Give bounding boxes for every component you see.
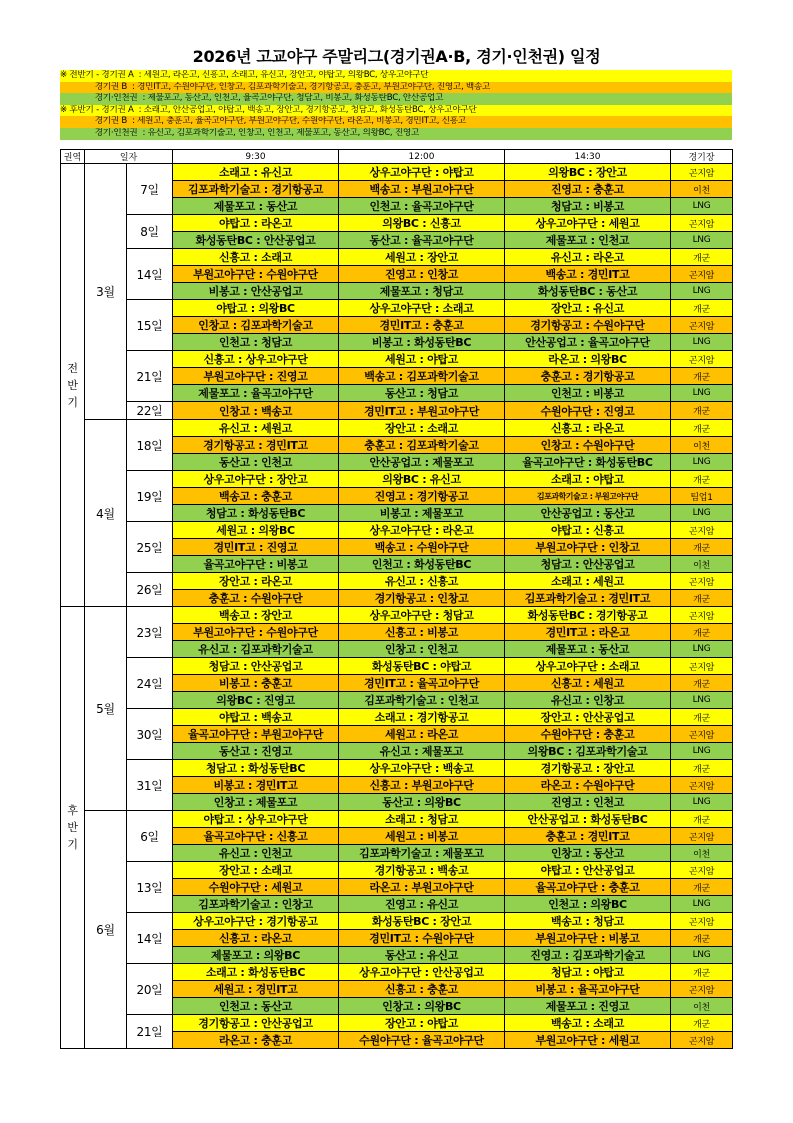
- matchup-cell: 유신고 : 김포과학기술고: [173, 641, 339, 658]
- matchup-cell: 안산공업고 : 제물포고: [339, 454, 505, 471]
- day-label: 14일: [127, 913, 173, 964]
- venue-cell: 이천: [671, 845, 733, 862]
- day-label: 31일: [127, 760, 173, 811]
- venue-cell: LNG: [671, 505, 733, 522]
- venue-cell: 개군: [671, 368, 733, 385]
- matchup-cell: 경기항공고 : 인창고: [339, 590, 505, 607]
- matchup-cell: 유신고 : 제물포고: [339, 743, 505, 760]
- matchup-cell: 상우고야구단 : 소래고: [505, 658, 671, 675]
- day-label: 30일: [127, 709, 173, 760]
- matchup-cell: 수원야구단 : 세원고: [173, 879, 339, 896]
- venue-cell: 곤지암: [671, 777, 733, 794]
- matchup-cell: 율곡고야구단 : 충훈고: [505, 879, 671, 896]
- header-row: [61, 150, 733, 164]
- matchup-cell: 야탑고 : 라온고: [173, 215, 339, 232]
- matchup-cell: 진영고 : 인천고: [505, 794, 671, 811]
- venue-cell: 개군: [671, 539, 733, 556]
- venue-cell: 개군: [671, 300, 733, 317]
- matchup-cell: 김포과학기술고 : 인천고: [339, 692, 505, 709]
- game-row: [61, 402, 733, 420]
- venue-cell: 개군: [671, 249, 733, 266]
- matchup-cell: 부원고야구단 : 수원야구단: [173, 266, 339, 283]
- matchup-cell: 야탑고 : 상우고야구단: [173, 811, 339, 828]
- matchup-cell: 화성동탄BC : 장안고: [339, 913, 505, 930]
- venue-cell: 곤지암: [671, 828, 733, 845]
- matchup-cell: 청담고 : 화성동탄BC: [173, 505, 339, 522]
- matchup-cell: 유신고 : 인창고: [505, 692, 671, 709]
- day-label: 21일: [127, 1015, 173, 1049]
- matchup-cell: 야탑고 : 백송고: [173, 709, 339, 726]
- matchup-cell: 상우고야구단 : 라온고: [339, 522, 505, 539]
- matchup-cell: 화성동탄BC : 동산고: [505, 283, 671, 300]
- game-row: [61, 351, 733, 368]
- matchup-cell: 경기항공고 : 장안고: [505, 760, 671, 777]
- matchup-cell: 신흥고 : 부원고야구단: [339, 777, 505, 794]
- matchup-cell: 소래고 : 유신고: [173, 164, 339, 181]
- half-label-char: 기: [67, 838, 78, 851]
- matchup-cell: 인창고 : 백송고: [173, 402, 339, 420]
- game-row: [61, 709, 733, 726]
- day-label: 24일: [127, 658, 173, 709]
- matchup-cell: 동산고 : 유신고: [339, 947, 505, 964]
- matchup-cell: 인창고 : 인천고: [339, 641, 505, 658]
- month-label: 3월: [85, 164, 127, 420]
- header-time-1: 9:30: [173, 150, 339, 164]
- matchup-cell: 동산고 : 인천고: [173, 454, 339, 471]
- matchup-cell: 인창고 : 동산고: [505, 845, 671, 862]
- matchup-cell: 수원야구단 : 율곡고야구단: [339, 1032, 505, 1049]
- venue-cell: 개군: [671, 402, 733, 420]
- day-label: 23일: [127, 607, 173, 658]
- matchup-cell: 비봉고 : 충훈고: [173, 675, 339, 692]
- matchup-cell: 라온고 : 의왕BC: [505, 351, 671, 368]
- matchup-cell: 김포과학기술고 : 부원고야구단: [505, 488, 671, 505]
- game-row: [61, 964, 733, 981]
- matchup-cell: 비봉고 : 제물포고: [339, 505, 505, 522]
- matchup-cell: 비봉고 : 안산공업고: [173, 283, 339, 300]
- matchup-cell: 경민IT고 : 라온고: [505, 624, 671, 641]
- matchup-cell: 비봉고 : 율곡고야구단: [505, 981, 671, 998]
- matchup-cell: 부원고야구단 : 세원고: [505, 1032, 671, 1049]
- venue-cell: 곤지암: [671, 266, 733, 283]
- matchup-cell: 부원고야구단 : 인창고: [505, 539, 671, 556]
- matchup-cell: 상우고야구단 : 안산공업고: [339, 964, 505, 981]
- matchup-cell: 의왕BC : 장안고: [505, 164, 671, 181]
- matchup-cell: 청담고 : 안산공업고: [173, 658, 339, 675]
- matchup-cell: 청담고 : 야탑고: [505, 964, 671, 981]
- legend-line: ※ 전반기 - 경기권 A : 세원고, 라온고, 신흥고, 소래고, 유신고, 장안고, 야탑고, 의왕BC, 상우고야구단: [60, 70, 732, 82]
- month-label: 4월: [85, 420, 127, 607]
- matchup-cell: 신흥고 : 라온고: [505, 420, 671, 437]
- page-title: 2026년 고교야구 주말리그(경기권A·B, 경기·인천권) 일정: [192, 47, 601, 66]
- matchup-cell: 안산공업고 : 율곡고야구단: [505, 334, 671, 351]
- matchup-cell: 충훈고 : 경민IT고: [505, 828, 671, 845]
- day-label: 21일: [127, 351, 173, 402]
- game-row: [61, 300, 733, 317]
- matchup-cell: 동산고 : 율곡고야구단: [339, 232, 505, 249]
- matchup-cell: 김포과학기술고 : 제물포고: [339, 845, 505, 862]
- half-label-char: 반: [67, 378, 78, 392]
- matchup-cell: 장안고 : 소래고: [173, 862, 339, 879]
- matchup-cell: 경기항공고 : 백송고: [339, 862, 505, 879]
- half-label-char: 전: [67, 361, 78, 375]
- matchup-cell: 유신고 : 라온고: [505, 249, 671, 266]
- venue-cell: LNG: [671, 794, 733, 811]
- venue-cell: LNG: [671, 198, 733, 215]
- matchup-cell: 의왕BC : 유신고: [339, 471, 505, 488]
- matchup-cell: 동산고 : 의왕BC: [339, 794, 505, 811]
- venue-cell: 개군: [671, 709, 733, 726]
- matchup-cell: 동산고 : 청담고: [339, 385, 505, 402]
- matchup-cell: 수원야구단 : 충훈고: [505, 726, 671, 743]
- matchup-cell: 세원고 : 야탑고: [339, 351, 505, 368]
- matchup-cell: 상우고야구단 : 청담고: [339, 607, 505, 624]
- venue-cell: LNG: [671, 947, 733, 964]
- matchup-cell: 백송고 : 충훈고: [173, 488, 339, 505]
- matchup-cell: 소래고 : 세원고: [505, 573, 671, 590]
- matchup-cell: 인창고 : 수원야구단: [505, 437, 671, 454]
- game-row: [61, 658, 733, 675]
- matchup-cell: 율곡고야구단 : 화성동탄BC: [505, 454, 671, 471]
- matchup-cell: 진영고 : 유신고: [339, 896, 505, 913]
- venue-cell: 곤지암: [671, 862, 733, 879]
- matchup-cell: 세원고 : 의왕BC: [173, 522, 339, 539]
- matchup-cell: 라온고 : 부원고야구단: [339, 879, 505, 896]
- matchup-cell: 소래고 : 경기항공고: [339, 709, 505, 726]
- matchup-cell: 라온고 : 충훈고: [173, 1032, 339, 1049]
- game-row: [61, 862, 733, 879]
- matchup-cell: 김포과학기술고 : 경기항공고: [173, 181, 339, 198]
- venue-cell: 개군: [671, 624, 733, 641]
- matchup-cell: 백송고 : 장안고: [173, 607, 339, 624]
- matchup-cell: 신흥고 : 상우고야구단: [173, 351, 339, 368]
- matchup-cell: 의왕BC : 진영고: [173, 692, 339, 709]
- half-label-char: 반: [67, 821, 78, 834]
- half-label-char: 기: [67, 395, 78, 409]
- venue-cell: 개군: [671, 760, 733, 777]
- matchup-cell: 안산공업고 : 화성동탄BC: [505, 811, 671, 828]
- matchup-cell: 소래고 : 야탑고: [505, 471, 671, 488]
- day-label: 22일: [127, 402, 173, 420]
- matchup-cell: 충훈고 : 수원야구단: [173, 590, 339, 607]
- matchup-cell: 유신고 : 신흥고: [339, 573, 505, 590]
- matchup-cell: 야탑고 : 의왕BC: [173, 300, 339, 317]
- matchup-cell: 제물포고 : 청담고: [339, 283, 505, 300]
- legend-line: 경기·인천권 : 유신고, 김포과학기술고, 인창고, 인천고, 제물포고, 동산고, 의왕BC, 진영고: [60, 128, 732, 140]
- matchup-cell: 경민IT고 : 진영고: [173, 539, 339, 556]
- header-date: 일자: [85, 150, 173, 164]
- day-label: 19일: [127, 471, 173, 522]
- game-row: [61, 607, 733, 624]
- day-label: 25일: [127, 522, 173, 573]
- venue-cell: 이천: [671, 181, 733, 198]
- header-time-2: 12:00: [339, 150, 505, 164]
- matchup-cell: 충훈고 : 경기항공고: [505, 368, 671, 385]
- matchup-cell: 청담고 : 비봉고: [505, 198, 671, 215]
- month-label: 6월: [85, 811, 127, 1049]
- venue-cell: LNG: [671, 641, 733, 658]
- matchup-cell: 진영고 : 충훈고: [505, 181, 671, 198]
- matchup-cell: 상우고야구단 : 경기항공고: [173, 913, 339, 930]
- matchup-cell: 청담고 : 안산공업고: [505, 556, 671, 573]
- matchup-cell: 경기항공고 : 경민IT고: [173, 437, 339, 454]
- game-row: [61, 420, 733, 437]
- matchup-cell: 경기항공고 : 수원야구단: [505, 317, 671, 334]
- matchup-cell: 백송고 : 소래고: [505, 1015, 671, 1032]
- matchup-cell: 화성동탄BC : 경기항공고: [505, 607, 671, 624]
- day-label: 14일: [127, 249, 173, 300]
- legend-line: 경기권 B : 경민IT고, 수원야구단, 인창고, 김포과학기술고, 경기항공고, 충훈고, 부원고야구단, 진영고, 백송고: [60, 82, 732, 94]
- day-label: 7일: [127, 164, 173, 215]
- matchup-cell: 부원고야구단 : 비봉고: [505, 930, 671, 947]
- matchup-cell: 인천고 : 청담고: [173, 334, 339, 351]
- matchup-cell: 인천고 : 의왕BC: [505, 896, 671, 913]
- matchup-cell: 장안고 : 라온고: [173, 573, 339, 590]
- matchup-cell: 야탑고 : 신흥고: [505, 522, 671, 539]
- matchup-cell: 부원고야구단 : 수원야구단: [173, 624, 339, 641]
- venue-cell: 이천: [671, 437, 733, 454]
- legend-line: 경기권 B : 세원고, 충훈고, 율곡고야구단, 부원고야구단, 수원야구단, 라온고, 비봉고, 경민IT고, 신흥고: [60, 116, 732, 128]
- venue-cell: 곤지암: [671, 164, 733, 181]
- venue-cell: 개군: [671, 811, 733, 828]
- venue-cell: 곤지암: [671, 981, 733, 998]
- schedule-table: [60, 149, 733, 1049]
- venue-cell: 곤지암: [671, 317, 733, 334]
- venue-cell: LNG: [671, 692, 733, 709]
- matchup-cell: 백송고 : 부원고야구단: [339, 181, 505, 198]
- matchup-cell: 의왕BC : 김포과학기술고: [505, 743, 671, 760]
- matchup-cell: 인천고 : 비봉고: [505, 385, 671, 402]
- matchup-cell: 장안고 : 유신고: [505, 300, 671, 317]
- matchup-cell: 상우고야구단 : 야탑고: [339, 164, 505, 181]
- game-row: [61, 522, 733, 539]
- legend-line: 경기·인천권 : 제물포고, 동산고, 인천고, 율곡고야구단, 청담고, 비봉고, 화성동탄BC, 안산공업고: [60, 93, 732, 105]
- venue-cell: LNG: [671, 385, 733, 402]
- matchup-cell: 백송고 : 청담고: [505, 913, 671, 930]
- matchup-cell: 신흥고 : 소래고: [173, 249, 339, 266]
- matchup-cell: 상우고야구단 : 장안고: [173, 471, 339, 488]
- game-row: [61, 471, 733, 488]
- venue-cell: 개군: [671, 590, 733, 607]
- matchup-cell: 인천고 : 동산고: [173, 998, 339, 1015]
- venue-cell: 이천: [671, 998, 733, 1015]
- matchup-cell: 야탑고 : 안산공업고: [505, 862, 671, 879]
- matchup-cell: 백송고 : 수원야구단: [339, 539, 505, 556]
- venue-cell: LNG: [671, 454, 733, 471]
- venue-cell: 곤지암: [671, 726, 733, 743]
- matchup-cell: 세원고 : 장안고: [339, 249, 505, 266]
- venue-cell: 팀업1: [671, 488, 733, 505]
- venue-cell: 곤지암: [671, 522, 733, 539]
- matchup-cell: 인천고 : 율곡고야구단: [339, 198, 505, 215]
- matchup-cell: 진영고 : 인창고: [339, 266, 505, 283]
- matchup-cell: 상우고야구단 : 세원고: [505, 215, 671, 232]
- matchup-cell: 안산공업고 : 동산고: [505, 505, 671, 522]
- venue-cell: 곤지암: [671, 215, 733, 232]
- matchup-cell: 인천고 : 화성동탄BC: [339, 556, 505, 573]
- venue-cell: 개군: [671, 675, 733, 692]
- matchup-cell: 신흥고 : 충훈고: [339, 981, 505, 998]
- game-row: [61, 1015, 733, 1032]
- matchup-cell: 비봉고 : 화성동탄BC: [339, 334, 505, 351]
- matchup-cell: 부원고야구단 : 진영고: [173, 368, 339, 385]
- matchup-cell: 경민IT고 : 율곡고야구단: [339, 675, 505, 692]
- matchup-cell: 동산고 : 진영고: [173, 743, 339, 760]
- matchup-cell: 율곡고야구단 : 부원고야구단: [173, 726, 339, 743]
- matchup-cell: 경민IT고 : 부원고야구단: [339, 402, 505, 420]
- venue-cell: LNG: [671, 334, 733, 351]
- matchup-cell: 신흥고 : 비봉고: [339, 624, 505, 641]
- venue-cell: 개군: [671, 471, 733, 488]
- game-row: [61, 164, 733, 181]
- matchup-cell: 충훈고 : 김포과학기술고: [339, 437, 505, 454]
- matchup-cell: 율곡고야구단 : 신흥고: [173, 828, 339, 845]
- venue-cell: LNG: [671, 283, 733, 300]
- venue-cell: 곤지암: [671, 1032, 733, 1049]
- matchup-cell: 경민IT고 : 수원야구단: [339, 930, 505, 947]
- league-legend: [60, 70, 732, 140]
- header-region: 권역: [61, 150, 85, 164]
- matchup-cell: 세원고 : 경민IT고: [173, 981, 339, 998]
- matchup-cell: 백송고 : 김포과학기술고: [339, 368, 505, 385]
- matchup-cell: 제물포고 : 율곡고야구단: [173, 385, 339, 402]
- venue-cell: 개군: [671, 964, 733, 981]
- matchup-cell: 상우고야구단 : 소래고: [339, 300, 505, 317]
- game-row: [61, 811, 733, 828]
- day-label: 15일: [127, 300, 173, 351]
- matchup-cell: 진영고 : 경기항공고: [339, 488, 505, 505]
- matchup-cell: 수원야구단 : 진영고: [505, 402, 671, 420]
- matchup-cell: 진영고 : 김포과학기술고: [505, 947, 671, 964]
- venue-cell: 곤지암: [671, 658, 733, 675]
- venue-cell: LNG: [671, 743, 733, 760]
- matchup-cell: 인창고 : 김포과학기술고: [173, 317, 339, 334]
- header-venue: 경기장: [671, 150, 733, 164]
- matchup-cell: 장안고 : 소래고: [339, 420, 505, 437]
- matchup-cell: 백송고 : 경민IT고: [505, 266, 671, 283]
- half-label: [61, 164, 85, 607]
- matchup-cell: 제물포고 : 동산고: [173, 198, 339, 215]
- day-label: 13일: [127, 862, 173, 913]
- half-label: [61, 607, 85, 1049]
- matchup-cell: 제물포고 : 진영고: [505, 998, 671, 1015]
- day-label: 18일: [127, 420, 173, 471]
- matchup-cell: 소래고 : 청담고: [339, 811, 505, 828]
- matchup-cell: 화성동탄BC : 안산공업고: [173, 232, 339, 249]
- matchup-cell: 세원고 : 라온고: [339, 726, 505, 743]
- matchup-cell: 경기항공고 : 안산공업고: [173, 1015, 339, 1032]
- matchup-cell: 제물포고 : 인천고: [505, 232, 671, 249]
- matchup-cell: 소래고 : 화성동탄BC: [173, 964, 339, 981]
- day-label: 8일: [127, 215, 173, 249]
- venue-cell: 곤지암: [671, 607, 733, 624]
- venue-cell: 개군: [671, 930, 733, 947]
- header-time-3: 14:30: [505, 150, 671, 164]
- matchup-cell: 라온고 : 수원야구단: [505, 777, 671, 794]
- venue-cell: 곤지암: [671, 913, 733, 930]
- day-label: 6일: [127, 811, 173, 862]
- venue-cell: 개군: [671, 879, 733, 896]
- game-row: [61, 249, 733, 266]
- matchup-cell: 상우고야구단 : 백송고: [339, 760, 505, 777]
- venue-cell: 곤지암: [671, 351, 733, 368]
- matchup-cell: 신흥고 : 라온고: [173, 930, 339, 947]
- matchup-cell: 인창고 : 의왕BC: [339, 998, 505, 1015]
- venue-cell: 개군: [671, 1015, 733, 1032]
- legend-line: ※ 후반기 - 경기권 A : 소래고, 안산공업고, 야탑고, 백송고, 장안고, 경기항공고, 청담고, 화성동탄BC, 상우고야구단: [60, 105, 732, 117]
- matchup-cell: 율곡고야구단 : 비봉고: [173, 556, 339, 573]
- matchup-cell: 유신고 : 세원고: [173, 420, 339, 437]
- game-row: [61, 760, 733, 777]
- matchup-cell: 김포과학기술고 : 경민IT고: [505, 590, 671, 607]
- game-row: [61, 573, 733, 590]
- matchup-cell: 인창고 : 제물포고: [173, 794, 339, 811]
- matchup-cell: 김포과학기술고 : 인창고: [173, 896, 339, 913]
- matchup-cell: 세원고 : 비봉고: [339, 828, 505, 845]
- venue-cell: LNG: [671, 896, 733, 913]
- matchup-cell: 청담고 : 화성동탄BC: [173, 760, 339, 777]
- month-label: 5월: [85, 607, 127, 811]
- matchup-cell: 제물포고 : 동산고: [505, 641, 671, 658]
- game-row: [61, 913, 733, 930]
- matchup-cell: 유신고 : 인천고: [173, 845, 339, 862]
- venue-cell: 곤지암: [671, 573, 733, 590]
- matchup-cell: 비봉고 : 경민IT고: [173, 777, 339, 794]
- matchup-cell: 장안고 : 안산공업고: [505, 709, 671, 726]
- day-label: 26일: [127, 573, 173, 607]
- matchup-cell: 제물포고 : 의왕BC: [173, 947, 339, 964]
- half-label-char: 후: [67, 804, 78, 817]
- matchup-cell: 신흥고 : 세원고: [505, 675, 671, 692]
- matchup-cell: 경민IT고 : 충훈고: [339, 317, 505, 334]
- matchup-cell: 장안고 : 야탑고: [339, 1015, 505, 1032]
- venue-cell: 이천: [671, 556, 733, 573]
- day-label: 20일: [127, 964, 173, 1015]
- game-row: [61, 215, 733, 232]
- venue-cell: 개군: [671, 420, 733, 437]
- matchup-cell: 의왕BC : 신흥고: [339, 215, 505, 232]
- matchup-cell: 화성동탄BC : 야탑고: [339, 658, 505, 675]
- venue-cell: LNG: [671, 232, 733, 249]
